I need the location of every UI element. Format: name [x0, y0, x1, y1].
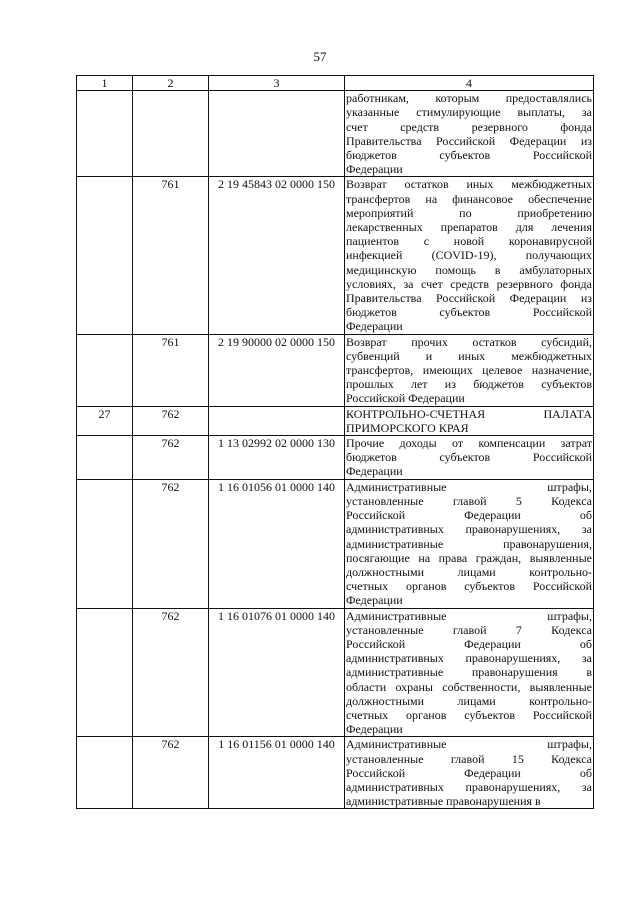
description-line: лекарственных препаратов для лечения: [346, 220, 592, 235]
description-line: мероприятий по приобретению: [346, 205, 592, 220]
column-header-2: 2: [133, 76, 209, 91]
description-line: трансфертов, имеющих целевое назначение,: [346, 363, 592, 378]
description-line: административные правонарушения,: [346, 536, 592, 551]
row-number-cell: [77, 436, 133, 480]
administrator-code-cell: 762: [133, 479, 209, 608]
description-line: Административные штрафы,: [346, 737, 592, 752]
description-line: Административные штрафы,: [346, 479, 592, 494]
row-number-cell: [77, 334, 133, 406]
description-line: Административные штрафы,: [346, 608, 592, 623]
table-row: [77, 436, 594, 480]
description-cell: [345, 608, 594, 737]
description-line: Федерации: [346, 464, 403, 479]
description-line: установленные главой 7 Кодекса: [346, 622, 592, 637]
table-row: [77, 737, 594, 809]
description-cell: [345, 177, 594, 334]
description-line: прошлых лет из бюджетов субъектов: [346, 377, 592, 392]
revenue-table: [76, 75, 594, 809]
description-line: бюджетов субъектов Российской: [346, 450, 592, 465]
description-line: Российской Федерации об: [346, 636, 592, 651]
table-row: [77, 479, 594, 608]
revenue-code-cell: 1 13 02992 02 0000 130: [209, 436, 345, 480]
description-line: субвенций и иных межбюджетных: [346, 348, 592, 363]
description-line: бюджетов субъектов Российской: [346, 305, 592, 320]
description-line: Российской Федерации: [346, 391, 465, 406]
description-line: Российской Федерации об: [346, 508, 592, 523]
revenue-code-cell: 2 19 90000 02 0000 150: [209, 334, 345, 406]
description-line: административные правонарушения в: [346, 665, 592, 680]
administrator-code-cell: 762: [133, 436, 209, 480]
table-body: [77, 91, 594, 809]
header-row: [77, 76, 594, 91]
column-header-3: 3: [209, 76, 345, 91]
description-line: Федерации: [346, 722, 403, 737]
table-row: [77, 406, 594, 435]
description-line: условиях, за счет средств резервного фонда: [346, 276, 592, 291]
table-row: [77, 177, 594, 334]
description-line: счет средств резервного фонда: [346, 119, 592, 134]
description-line: Правительства Российской Федерации из: [346, 291, 592, 306]
description-line: Федерации: [346, 319, 403, 334]
revenue-code-cell: 1 16 01056 01 0000 140: [209, 479, 345, 608]
administrator-code-cell: 761: [133, 334, 209, 406]
description-cell: [345, 406, 594, 435]
table-row: [77, 608, 594, 737]
description-cell: [345, 91, 594, 177]
description-line: КОНТРОЛЬНО-СЧЕТНАЯ ПАЛАТА: [346, 406, 592, 421]
row-number-cell: [77, 608, 133, 737]
description-cell: [345, 436, 594, 480]
revenue-code-cell: 1 16 01156 01 0000 140: [209, 737, 345, 809]
description-line: должностными лицами контрольно-: [346, 564, 592, 579]
administrator-code-cell: 762: [133, 608, 209, 737]
description-cell: [345, 479, 594, 608]
description-line: работникам, которым предоставлялись: [346, 91, 592, 106]
revenue-code-cell: 1 16 01076 01 0000 140: [209, 608, 345, 737]
description-cell: [345, 737, 594, 809]
description-line: указанные стимулирующие выплаты, за: [346, 105, 592, 120]
description-line: административных правонарушениях, за: [346, 522, 592, 537]
description-line: ПРИМОРСКОГО КРАЯ: [346, 420, 469, 435]
description-line: медицинскую помощь в амбулаторных: [346, 262, 592, 277]
description-line: посягающие на права граждан, выявленные: [346, 550, 592, 565]
administrator-code-cell: [133, 91, 209, 177]
description-line: Возврат остатков иных межбюджетных: [346, 177, 592, 192]
administrator-code-cell: 762: [133, 737, 209, 809]
row-number-cell: [77, 479, 133, 608]
description-line: установленные главой 15 Кодекса: [346, 751, 592, 766]
row-number-cell: [77, 177, 133, 334]
description-line: административные правонарушения в: [346, 794, 541, 809]
description-line: административных правонарушениях, за: [346, 651, 592, 666]
description-line: Возврат прочих остатков субсидий,: [346, 334, 592, 349]
revenue-code-cell: [209, 91, 345, 177]
column-header-4: 4: [345, 76, 594, 91]
description-line: Прочие доходы от компенсации затрат: [346, 436, 592, 451]
description-line: трансфертов на финансовое обеспечение: [346, 191, 592, 206]
description-cell: [345, 334, 594, 406]
page-number: 57: [313, 49, 327, 64]
description-line: счетных органов субъектов Российской: [346, 579, 592, 594]
description-line: Правительства Российской Федерации из: [346, 133, 592, 148]
revenue-code-cell: 2 19 45843 02 0000 150: [209, 177, 345, 334]
description-line: установленные главой 5 Кодекса: [346, 493, 592, 508]
row-number-cell: [77, 91, 133, 177]
administrator-code-cell: 762: [133, 406, 209, 435]
administrator-code-cell: 761: [133, 177, 209, 334]
description-line: инфекцией (COVID-19), получающих: [346, 248, 592, 263]
table-row: [77, 334, 594, 406]
revenue-code-cell: [209, 406, 345, 435]
column-header-1: 1: [77, 76, 133, 91]
description-line: Российской Федерации об: [346, 765, 592, 780]
description-line: должностными лицами контрольно-: [346, 693, 592, 708]
row-number-cell: 27: [77, 406, 133, 435]
row-number-cell: [77, 737, 133, 809]
description-line: Федерации: [346, 162, 403, 177]
description-line: Федерации: [346, 593, 403, 608]
description-line: бюджетов субъектов Российской: [346, 148, 592, 163]
description-line: области охраны собственности, выявленные: [346, 679, 592, 694]
table-row: [77, 91, 594, 177]
description-line: пациентов с новой коронавирусной: [346, 234, 592, 249]
description-line: счетных органов субъектов Российской: [346, 707, 592, 722]
description-line: административных правонарушениях, за: [346, 779, 592, 794]
